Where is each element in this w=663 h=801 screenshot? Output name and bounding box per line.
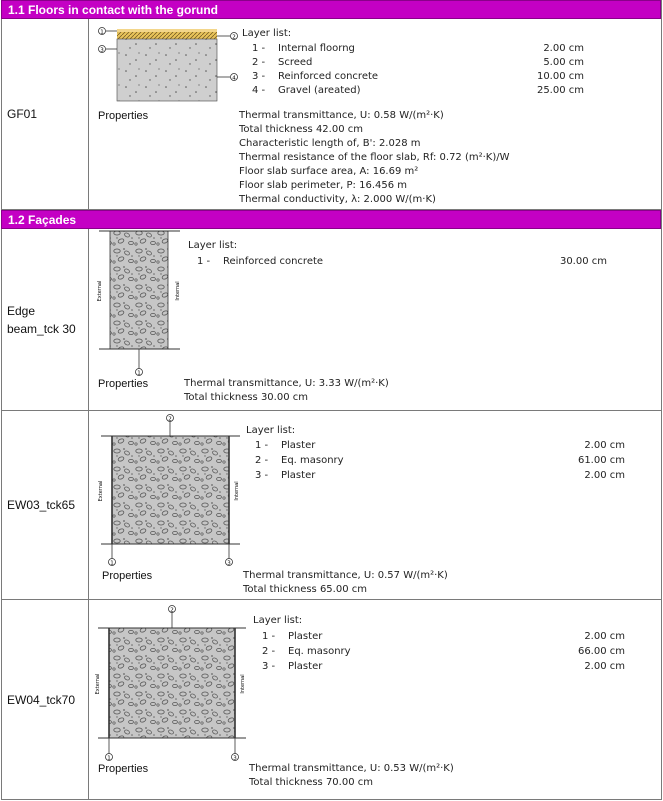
internal-side-label: Internal <box>240 674 246 694</box>
svg-text:3: 3 <box>233 755 237 762</box>
layer-item: 2 - Eq. masonry 66.00 cm <box>262 646 625 657</box>
element-name: GF01 <box>7 107 38 121</box>
svg-text:1: 1 <box>110 560 114 567</box>
element-name: EW04_tck70 <box>7 692 76 707</box>
layer-list-label: Layer list: <box>188 240 238 251</box>
svg-text:4: 4 <box>232 75 236 82</box>
properties-label: Properties <box>98 763 149 775</box>
element-name: EW03_tck65 <box>7 498 76 512</box>
property-line: Characteristic length of, B': 2.028 m <box>239 138 421 149</box>
table-row-edge-beam <box>1 229 661 411</box>
svg-text:3: 3 <box>227 560 231 567</box>
property-line: Total thickness 30.00 cm <box>184 392 308 403</box>
svg-text:2: 2 <box>170 607 174 614</box>
svg-text:2: 2 <box>232 34 236 41</box>
layer-eq-masonry <box>109 628 235 738</box>
svg-text:1: 1 <box>107 755 111 762</box>
layer-item: 2 - Screed 5.00 cm <box>252 57 584 68</box>
external-side-label: External <box>95 673 101 695</box>
property-line: Total thickness 70.00 cm <box>249 777 373 788</box>
layer-list <box>262 629 625 674</box>
layer-list-label: Layer list: <box>253 615 303 626</box>
property-line: Thermal transmittance, U: 0.58 W/(m²·K) <box>239 110 444 121</box>
layer-item: 2 - Eq. masonry 61.00 cm <box>255 455 625 466</box>
layer-item: 1 - Internal floorng 2.00 cm <box>252 43 584 54</box>
svg-text:3: 3 <box>100 47 104 54</box>
property-line: Thermal conductivity, λ: 2.000 W/(m·K) <box>239 194 436 205</box>
property-line: Floor slab perimeter, P: 16.456 m <box>239 180 408 191</box>
layer-screed <box>117 32 217 39</box>
property-line: Total thickness 42.00 cm <box>239 124 363 135</box>
section-title: 1.2 Façades <box>8 213 77 227</box>
layer-list <box>197 254 607 268</box>
layer-list <box>252 41 584 97</box>
wall-section-diagram <box>2 600 252 770</box>
properties-label: Properties <box>102 570 153 582</box>
layer-item: 1 - Plaster 2.00 cm <box>255 440 625 451</box>
table-row-ew04 <box>1 600 661 800</box>
properties-list <box>243 569 448 597</box>
layer-item: 3 - Plaster 2.00 cm <box>255 470 625 481</box>
property-line: Total thickness 65.00 cm <box>243 584 367 595</box>
internal-side-label: Internal <box>234 481 240 501</box>
layer-eq-masonry <box>112 436 229 544</box>
properties-list <box>239 109 510 207</box>
layer-concrete-gravel <box>117 39 217 101</box>
table-row-ew03 <box>1 411 661 600</box>
floor-section-diagram <box>2 19 252 114</box>
properties-list <box>249 762 454 790</box>
section-header-facades <box>1 210 661 229</box>
layer-item: 4 - Gravel (areated) 25.00 cm <box>252 85 584 96</box>
layer-item: 3 - Reinforced concrete 10.00 cm <box>252 71 584 82</box>
svg-text:2: 2 <box>168 416 172 423</box>
svg-text:1: 1 <box>137 370 141 377</box>
layer-internal-flooring <box>117 29 217 32</box>
external-side-label: External <box>97 280 103 302</box>
property-line: Thermal transmittance, U: 3.33 W/(m²·K) <box>184 378 389 389</box>
layer-list-label: Layer list: <box>242 28 292 39</box>
properties-label: Properties <box>98 378 149 390</box>
svg-text:1: 1 <box>100 29 104 36</box>
properties-label: Properties <box>98 110 149 122</box>
properties-list <box>184 377 389 405</box>
layer-reinforced-concrete <box>110 231 168 349</box>
layer-list-label: Layer list: <box>246 425 296 436</box>
section-header-floors <box>1 0 661 19</box>
property-line: Floor slab surface area, A: 16.69 m² <box>239 166 419 177</box>
wall-section-diagram <box>2 229 192 379</box>
wall-section-diagram <box>2 411 252 576</box>
property-line: Thermal transmittance, U: 0.57 W/(m²·K) <box>243 570 448 581</box>
layer-list <box>255 438 625 483</box>
external-side-label: External <box>98 480 104 502</box>
internal-side-label: Internal <box>175 281 181 301</box>
property-line: Thermal resistance of the floor slab, Rf: 0.72 (m²·K)/W <box>239 152 510 163</box>
property-line: Thermal transmittance, U: 0.53 W/(m²·K) <box>249 763 454 774</box>
layer-item: 1 - Plaster 2.00 cm <box>262 631 625 642</box>
layer-item: 1 - Reinforced concrete 30.00 cm <box>197 256 607 267</box>
element-name: Edge beam_tck 30 <box>7 303 76 336</box>
document-page <box>1 0 662 800</box>
layer-item: 3 - Plaster 2.00 cm <box>262 661 625 672</box>
table-row-gf01 <box>1 19 661 210</box>
section-title: 1.1 Floors in contact with the gorund <box>8 3 219 17</box>
